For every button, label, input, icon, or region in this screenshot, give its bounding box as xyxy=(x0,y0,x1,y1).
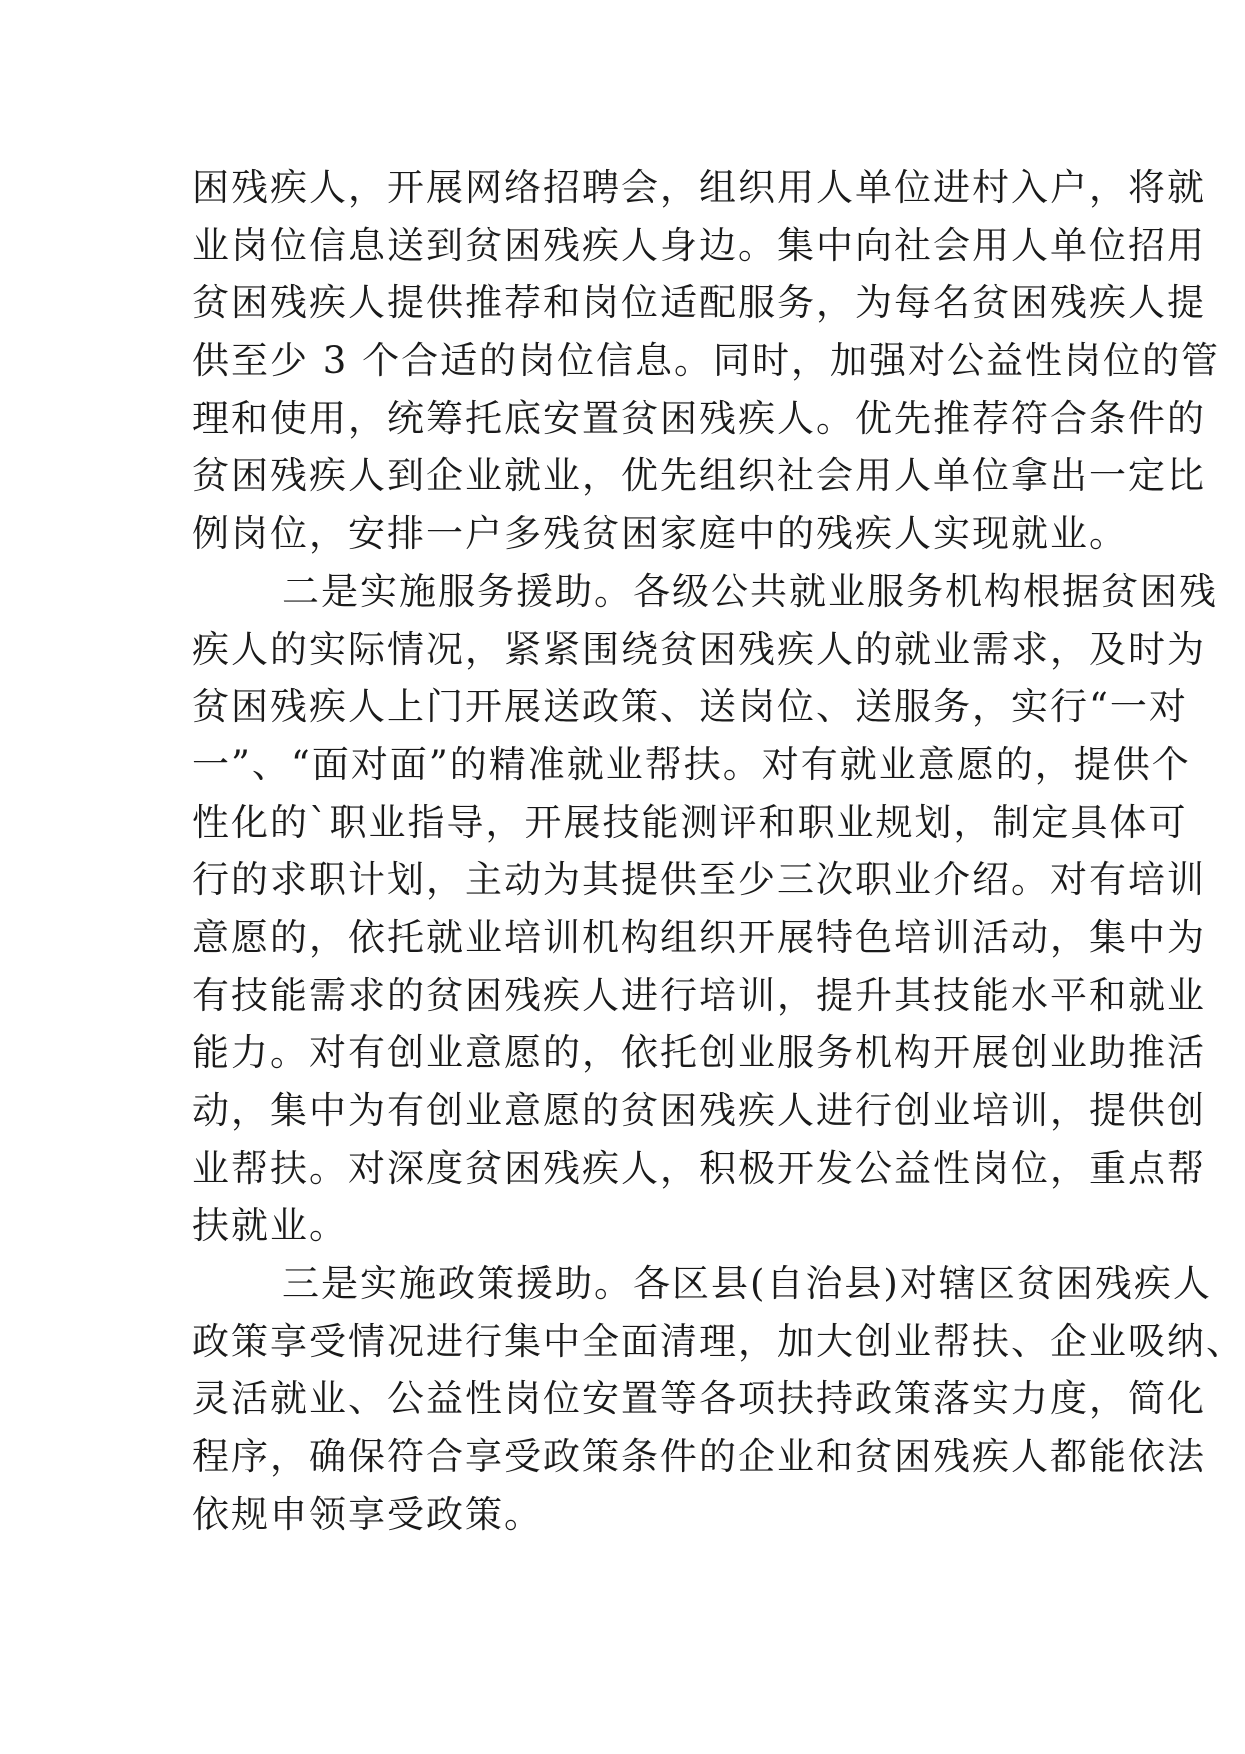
text-line: 业岗位信息送到贫困残疾人身边。集中向社会用人单位招用 xyxy=(192,223,1206,267)
body-text xyxy=(192,159,1245,1544)
text-line: 依规申领享受政策。 xyxy=(192,1492,543,1536)
text-line: 程序，确保符合享受政策条件的企业和贫困残疾人都能依法 xyxy=(192,1435,1206,1479)
text-line: 性化的`职业指导，开展技能测评和职业规划，制定具体可 xyxy=(192,800,1188,844)
text-line: 扶就业。 xyxy=(192,1204,348,1248)
text-line: 理和使用，统筹托底安置贫困残疾人。优先推荐符合条件的 xyxy=(192,396,1206,440)
text-line: 例岗位，安排一户多残贫困家庭中的残疾人实现就业。 xyxy=(192,512,1128,556)
text-line: 贫困残疾人上门开展送政策、送岗位、送服务，实行“一对 xyxy=(192,685,1188,729)
text-line: 意愿的，依托就业培训机构组织开展特色培训活动，集中为 xyxy=(192,915,1206,959)
paragraph xyxy=(192,563,1218,1255)
text-line: 政策享受情况进行集中全面清理，加大创业帮扶、企业吸纳、 xyxy=(192,1319,1245,1363)
text-line: 疾人的实际情况，紧紧围绕贫困残疾人的就业需求，及时为 xyxy=(192,627,1206,671)
paragraph xyxy=(192,1255,1245,1543)
text-line: 灵活就业、公益性岗位安置等各项扶持政策落实力度，简化 xyxy=(192,1377,1206,1421)
paragraph xyxy=(192,159,1221,563)
text-line: 贫困残疾人到企业就业，优先组织社会用人单位拿出一定比 xyxy=(192,454,1206,498)
text-line: 二是实施服务援助。各级公共就业服务机构根据贫困残 xyxy=(282,569,1218,613)
text-line: 一”、“面对面”的精准就业帮扶。对有就业意愿的，提供个 xyxy=(192,742,1191,786)
text-line: 有技能需求的贫困残疾人进行培训，提升其技能水平和就业 xyxy=(192,973,1206,1017)
text-line: 贫困残疾人提供推荐和岗位适配服务，为每名贫困残疾人提 xyxy=(192,281,1206,325)
text-line: 供至少 3 个合适的岗位信息。同时，加强对公益性岗位的管 xyxy=(192,339,1221,383)
text-line: 业帮扶。对深度贫困残疾人，积极开发公益性岗位，重点帮 xyxy=(192,1146,1206,1190)
text-line: 行的求职计划，主动为其提供至少三次职业介绍。对有培训 xyxy=(192,858,1206,902)
text-line: 困残疾人，开展网络招聘会，组织用人单位进村入户，将就 xyxy=(192,166,1206,209)
text-line: 三是实施政策援助。各区县(自治县)对辖区贫困残疾人 xyxy=(282,1262,1212,1306)
text-line: 动，集中为有创业意愿的贫困残疾人进行创业培训，提供创 xyxy=(192,1089,1206,1132)
text-line: 能力。对有创业意愿的，依托创业服务机构开展创业助推活 xyxy=(192,1031,1206,1075)
